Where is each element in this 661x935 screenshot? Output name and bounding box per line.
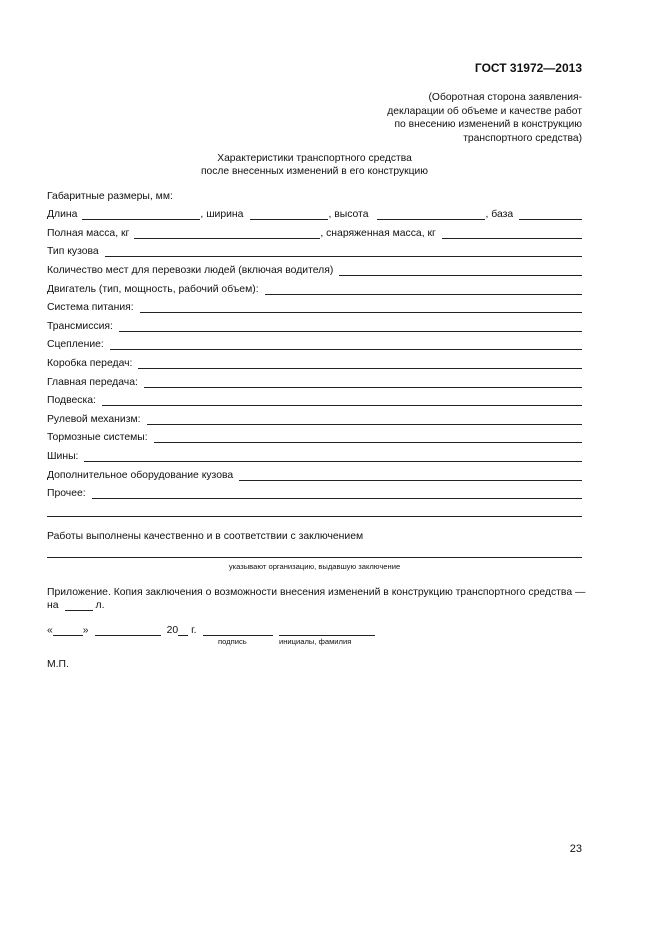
dimensions-row bbox=[47, 206, 582, 220]
note-line: (Оборотная сторона заявления- bbox=[428, 92, 582, 103]
height-field[interactable] bbox=[377, 208, 485, 220]
field-label: Система питания: bbox=[47, 302, 134, 313]
base-label: , база bbox=[485, 209, 514, 220]
field-row bbox=[47, 336, 582, 350]
field-label: Количество мест для перевозки людей (включая водителя) bbox=[47, 265, 334, 276]
field-row bbox=[47, 299, 582, 313]
field-line[interactable] bbox=[84, 450, 582, 462]
field-line[interactable] bbox=[144, 376, 582, 388]
field-label: Главная передача: bbox=[47, 377, 138, 388]
field-line[interactable] bbox=[140, 301, 582, 313]
note-line: транспортного средства) bbox=[463, 132, 582, 144]
field-label: Сцепление: bbox=[47, 339, 104, 350]
field-row bbox=[47, 429, 582, 443]
conclusion-field[interactable] bbox=[47, 546, 582, 558]
field-row bbox=[47, 355, 582, 369]
field-line[interactable] bbox=[265, 283, 582, 295]
field-row bbox=[47, 411, 582, 425]
year-prefix: 20 bbox=[166, 625, 179, 636]
field-line[interactable] bbox=[154, 431, 582, 443]
field-label: Двигатель (тип, мощность, рабочий объем): bbox=[47, 284, 259, 295]
year-suffix: г. bbox=[191, 625, 197, 636]
field-row bbox=[47, 262, 582, 276]
full-mass-label: Полная масса, кг bbox=[47, 228, 130, 239]
field-line[interactable] bbox=[339, 264, 582, 276]
reverse-side-note bbox=[322, 91, 582, 145]
field-line[interactable] bbox=[105, 245, 582, 257]
section-title-line1: Характеристики транспортного средства bbox=[217, 153, 412, 164]
section-title bbox=[47, 153, 582, 178]
curb-mass-label: , снаряженная масса, кг bbox=[320, 228, 436, 239]
length-label: Длина bbox=[47, 209, 78, 220]
page-number: 23 bbox=[569, 843, 582, 855]
field-line[interactable] bbox=[239, 469, 582, 481]
stamp-place: М.П. bbox=[47, 659, 69, 670]
field-row bbox=[47, 392, 582, 406]
width-label: , ширина bbox=[200, 209, 244, 220]
appendix-line2 bbox=[47, 597, 104, 611]
dimensions-heading: Габаритные размеры, мм: bbox=[47, 191, 173, 202]
extra-field-line[interactable] bbox=[47, 505, 582, 517]
field-row bbox=[47, 467, 582, 481]
field-label: Тип кузова bbox=[47, 246, 99, 257]
field-line[interactable] bbox=[147, 413, 583, 425]
field-line[interactable] bbox=[110, 338, 582, 350]
note-line: по внесению изменений в конструкцию bbox=[394, 119, 582, 130]
open-quote: « bbox=[47, 625, 53, 636]
appendix-prefix: на bbox=[47, 600, 59, 611]
field-row bbox=[47, 485, 582, 499]
base-field[interactable] bbox=[519, 208, 582, 220]
field-row bbox=[47, 281, 582, 295]
note-line: декларации об объеме и качестве работ bbox=[387, 105, 582, 117]
field-label: Тормозные системы: bbox=[47, 432, 148, 443]
field-label: Прочее: bbox=[47, 488, 86, 499]
section-title-line2: после внесенных изменений в его конструкцию bbox=[200, 165, 429, 177]
year-field[interactable] bbox=[178, 624, 188, 636]
field-label: Подвеска: bbox=[47, 395, 96, 406]
field-row bbox=[47, 448, 582, 462]
field-label: Трансмиссия: bbox=[47, 321, 113, 332]
curb-mass-field[interactable] bbox=[442, 227, 582, 239]
width-field[interactable] bbox=[250, 208, 328, 220]
field-label: Рулевой механизм: bbox=[47, 414, 141, 425]
field-line[interactable] bbox=[92, 487, 582, 499]
extra-line-row bbox=[47, 503, 582, 517]
standard-title: ГОСТ 31972—2013 bbox=[474, 61, 582, 75]
day-field[interactable] bbox=[53, 624, 83, 636]
conclusion-caption: указывают организацию, выдавшую заключение bbox=[228, 562, 401, 571]
field-row bbox=[47, 243, 582, 257]
appendix-suffix: л. bbox=[95, 600, 105, 611]
field-row bbox=[47, 318, 582, 332]
signature-caption: подпись bbox=[218, 637, 247, 646]
length-field[interactable] bbox=[82, 208, 200, 220]
mass-row bbox=[47, 225, 582, 239]
field-label: Дополнительное оборудование кузова bbox=[47, 470, 234, 481]
month-field[interactable] bbox=[95, 624, 161, 636]
sheets-count-field[interactable] bbox=[65, 599, 93, 611]
field-label: Шины: bbox=[47, 451, 79, 462]
conclusion-text: Работы выполнены качественно и в соответствии с заключением bbox=[47, 531, 364, 542]
close-quote: » bbox=[82, 625, 89, 636]
name-caption: инициалы, фамилия bbox=[279, 637, 352, 646]
field-line[interactable] bbox=[138, 357, 582, 369]
field-row bbox=[47, 374, 582, 388]
signature-field[interactable] bbox=[203, 624, 273, 636]
field-label: Коробка передач: bbox=[47, 358, 133, 369]
field-line[interactable] bbox=[119, 320, 582, 332]
date-signature-row bbox=[47, 622, 375, 636]
appendix-line1: Приложение. Копия заключения о возможности внесения изменений в конструкцию транспортного средства — bbox=[47, 587, 586, 598]
field-line[interactable] bbox=[102, 394, 582, 406]
height-label: , высота bbox=[328, 209, 369, 220]
full-mass-field[interactable] bbox=[134, 227, 320, 239]
name-field[interactable] bbox=[279, 624, 375, 636]
